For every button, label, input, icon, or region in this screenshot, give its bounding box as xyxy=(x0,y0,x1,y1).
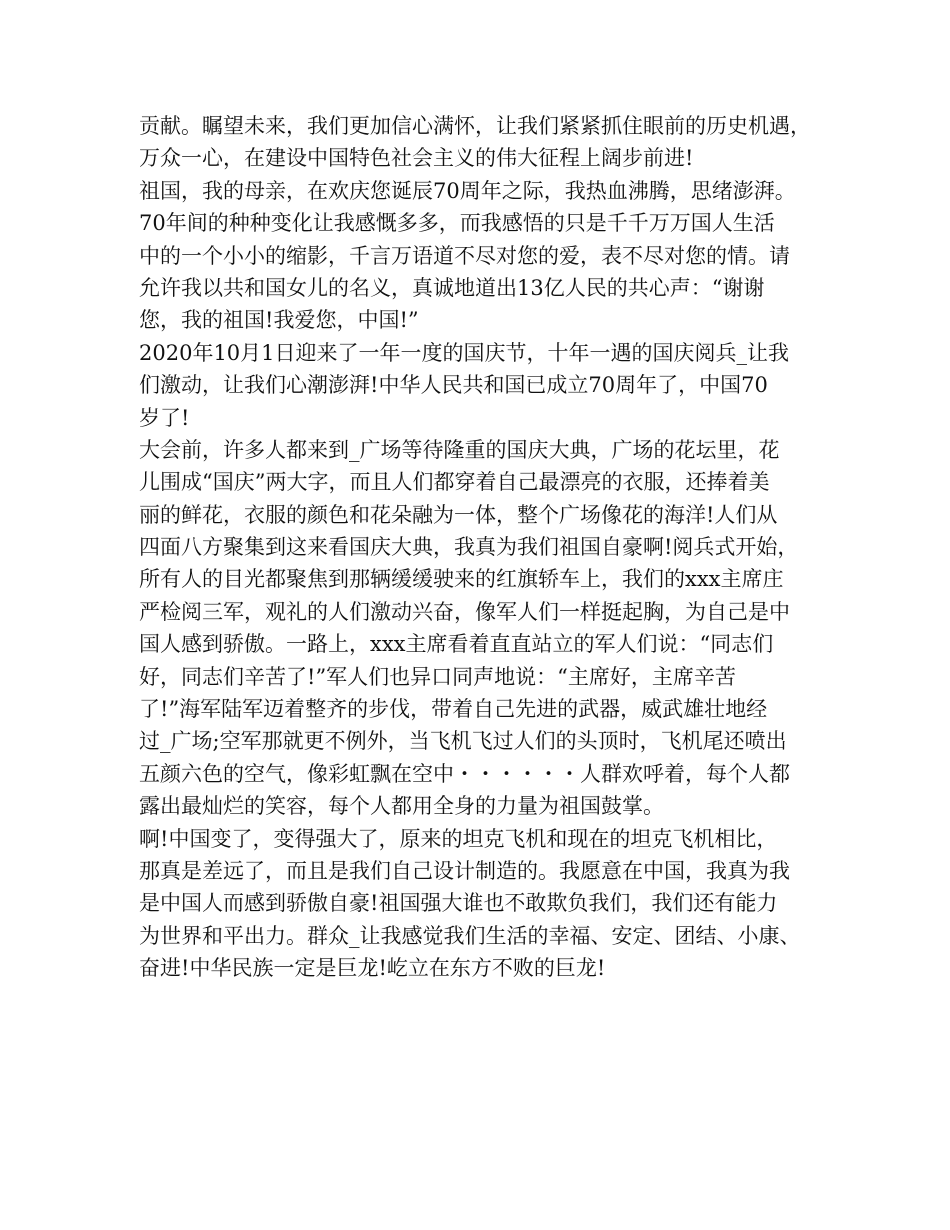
text-line: 祖国，我的母亲，在欢庆您诞辰70周年之际，我热血沸腾，思绪澎湃。 xyxy=(139,178,796,203)
text-line: 所有人的目光都聚焦到那辆缓缓驶来的红旗轿车上，我们的xxx主席庄 xyxy=(139,567,784,592)
text-line: 儿围成“国庆”两大字，而且人们都穿着自己最漂亮的衣服，还捧着美 xyxy=(139,470,770,495)
text-line: 是中国人而感到骄傲自豪!祖国强大谁也不敢欺负我们，我们还有能力 xyxy=(139,891,778,916)
text-line: 五颜六色的空气，像彩虹飘在空中・・・・・・人群欢呼着，每个人都 xyxy=(139,761,790,786)
text-line: 露出最灿烂的笑容，每个人都用全身的力量为祖国鼓掌。 xyxy=(139,794,664,819)
text-line: 奋进!中华民族一定是巨龙!屹立在东方不败的巨龙! xyxy=(139,956,606,981)
text-line: 国人感到骄傲。一路上，xxx主席看着直直站立的军人们说：“同志们 xyxy=(139,632,774,657)
text-line: 了!”海军陆军迈着整齐的步伐，带着自己先进的武器，威武雄壮地经 xyxy=(139,697,768,722)
text-line: 70年间的种种变化让我感慨多多，而我感悟的只是千千万万国人生活 xyxy=(139,211,775,236)
text-line: 大会前，许多人都来到_广场等待隆重的国庆大典，广场的花坛里，花 xyxy=(139,437,780,462)
text-line: 丽的鲜花，衣服的颜色和花朵融为一体，整个广场像花的海洋!人们从 xyxy=(139,502,778,527)
text-line: 们激动，让我们心潮澎湃!中华人民共和国已成立70周年了，中国70 xyxy=(139,373,768,398)
text-line: 中的一个小小的缩影，千言万语道不尽对您的爱，表不尽对您的情。请 xyxy=(139,243,790,268)
document-body xyxy=(139,110,829,985)
text-line: 万众一心，在建设中国特色社会主义的伟大征程上阔步前进! xyxy=(139,146,694,171)
text-line: 为世界和平出力。群众_让我感觉我们生活的幸福、安定、团结、小康、 xyxy=(139,923,801,948)
text-line: 那真是差远了，而且是我们自己设计制造的。我愿意在中国，我真为我 xyxy=(139,858,790,883)
text-line: 岁了! xyxy=(139,405,190,430)
text-line: 2020年10月1日迎来了一年一度的国庆节，十年一遇的国庆阅兵_让我 xyxy=(139,340,790,365)
text-line: 好，同志们辛苦了!”军人们也异口同声地说：“主席好，主席辛苦 xyxy=(139,664,736,689)
text-line: 您，我的祖国!我爱您，中国!” xyxy=(139,308,419,333)
text-line: 严检阅三军，观礼的人们激动兴奋，像军人们一样挺起胸，为自己是中 xyxy=(139,599,790,624)
text-line: 四面八方聚集到这来看国庆大典，我真为我们祖国自豪啊!阅兵式开始， xyxy=(139,535,799,560)
text-line: 允许我以共和国女儿的名义，真诚地道出13亿人民的共心声：“谢谢 xyxy=(139,275,765,300)
text-line: 过_广场;空军那就更不例外，当飞机飞过人们的头顶时，飞机尾还喷出 xyxy=(139,729,787,754)
text-line: 贡献。瞩望未来，我们更加信心满怀，让我们紧紧抓住眼前的历史机遇， xyxy=(139,114,811,138)
text-line: 啊!中国变了，变得强大了，原来的坦克飞机和现在的坦克飞机相比， xyxy=(139,826,778,851)
